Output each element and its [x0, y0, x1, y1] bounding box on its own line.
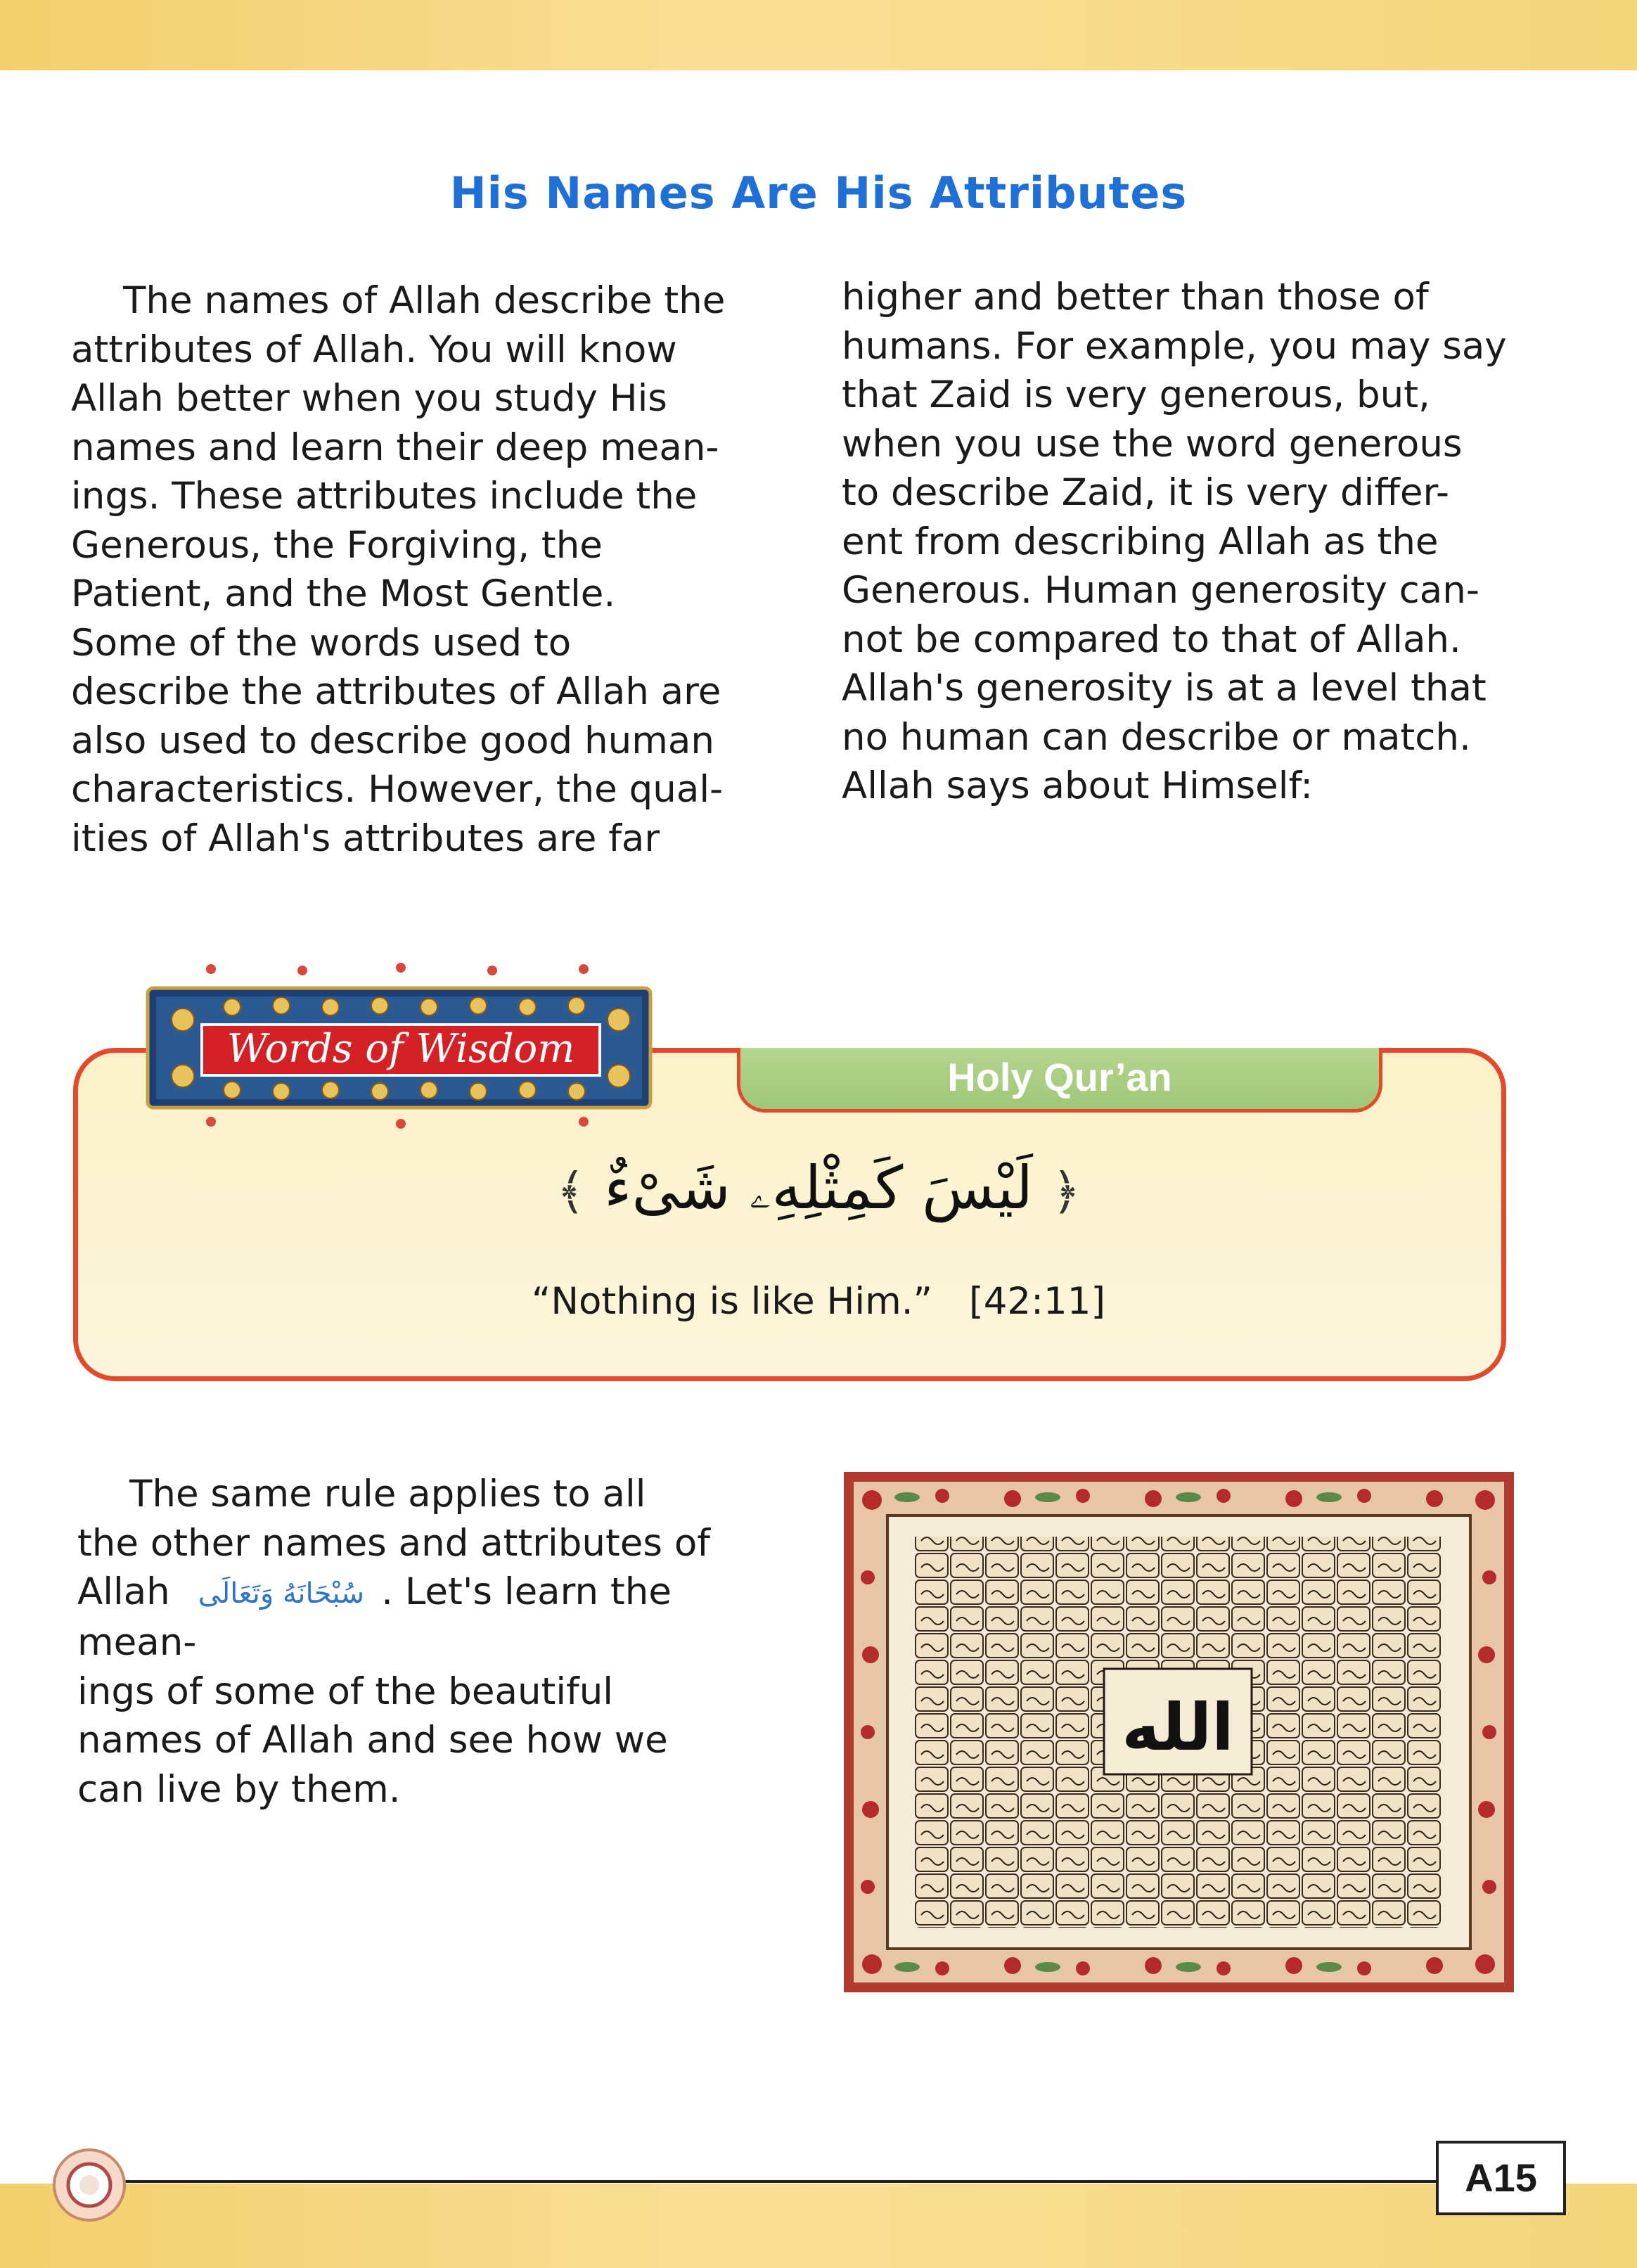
holy-quran-tab: Holy Qur’an [737, 1048, 1382, 1113]
text-line: Allah says about Himself: [842, 764, 1314, 807]
text-line: Generous, the Forgiving, the [71, 523, 603, 567]
text-line: humans. For example, you may say [842, 324, 1507, 368]
text-line: ities of Allah's attributes are far [71, 816, 660, 860]
text-line: when you use the word generous [842, 422, 1463, 466]
verse-reference: [42:11] [969, 1280, 1106, 1323]
translation-text: “Nothing is like Him.” [531, 1280, 933, 1323]
text-line: not be compared to that of Allah. [842, 617, 1461, 661]
text-line: higher and better than those of [842, 276, 1429, 319]
text-line: names and learn their deep mean- [71, 425, 719, 469]
text-line: characteristics. However, the qual- [71, 768, 724, 811]
footer-rule [105, 2180, 1436, 2183]
ornate-bracket-icon: ﴿ [1051, 1162, 1081, 1220]
text-line: Allah better when you study His [71, 377, 667, 420]
bottom-decorative-band [0, 2184, 1637, 2268]
text-line: the other names and attributes of [77, 1521, 710, 1565]
rosette-icon [51, 2146, 128, 2224]
text-line: ent from describing Allah as the [842, 520, 1439, 563]
top-decorative-band [0, 0, 1637, 70]
text-line: Some of the words used to [71, 621, 572, 665]
names-of-allah-frame [844, 1472, 1514, 1992]
text-line: also used to describe good human [71, 719, 714, 762]
page-title: His Names Are His Attributes [449, 167, 1188, 219]
text-line: The names of Allah describe the [123, 279, 726, 322]
ornate-bracket-icon: ﴾ [556, 1162, 586, 1220]
text-fragment: . Let's learn the mean- [77, 1570, 672, 1665]
allah-calligraphy: الله [1122, 1690, 1234, 1765]
text-line: Allah's generosity is at a level that [842, 667, 1487, 710]
text-line: no human can describe or match. [842, 715, 1471, 759]
honorific-calligraphy: سُبْحَانَهُ وَتَعَالَى [198, 1577, 365, 1610]
allah-word: Allah [77, 1570, 170, 1613]
verse-translation [0, 1280, 1637, 1323]
text-line [77, 1568, 781, 1667]
words-of-wisdom-label: Words of Wisdom [200, 1023, 601, 1077]
quran-verse-arabic [0, 1153, 1637, 1223]
intro-right-column [842, 273, 1545, 811]
text-line: names of Allah and see how we [77, 1719, 668, 1762]
text-line: to describe Zaid, it is very differ- [842, 471, 1450, 514]
text-line: Patient, and the Most Gentle. [71, 572, 616, 615]
text-line: describe the attributes of Allah are [71, 670, 721, 713]
intro-left-column [71, 276, 774, 863]
text-line: attributes of Allah. You will know [71, 328, 677, 371]
closing-paragraph [77, 1470, 781, 1814]
text-line: The same rule applies to all [129, 1473, 646, 1516]
page-number: A15 [1436, 2141, 1566, 2215]
text-line: that Zaid is very generous, but, [842, 373, 1430, 416]
text-line: ings of some of the beautiful [77, 1670, 614, 1713]
verse-text: لَيْسَ كَمِثْلِهِۦ شَىْءٌ [604, 1153, 1033, 1222]
text-line: can live by them. [77, 1767, 401, 1811]
text-line: Generous. Human generosity can- [842, 569, 1479, 612]
text-line: ings. These attributes include the [71, 475, 698, 518]
